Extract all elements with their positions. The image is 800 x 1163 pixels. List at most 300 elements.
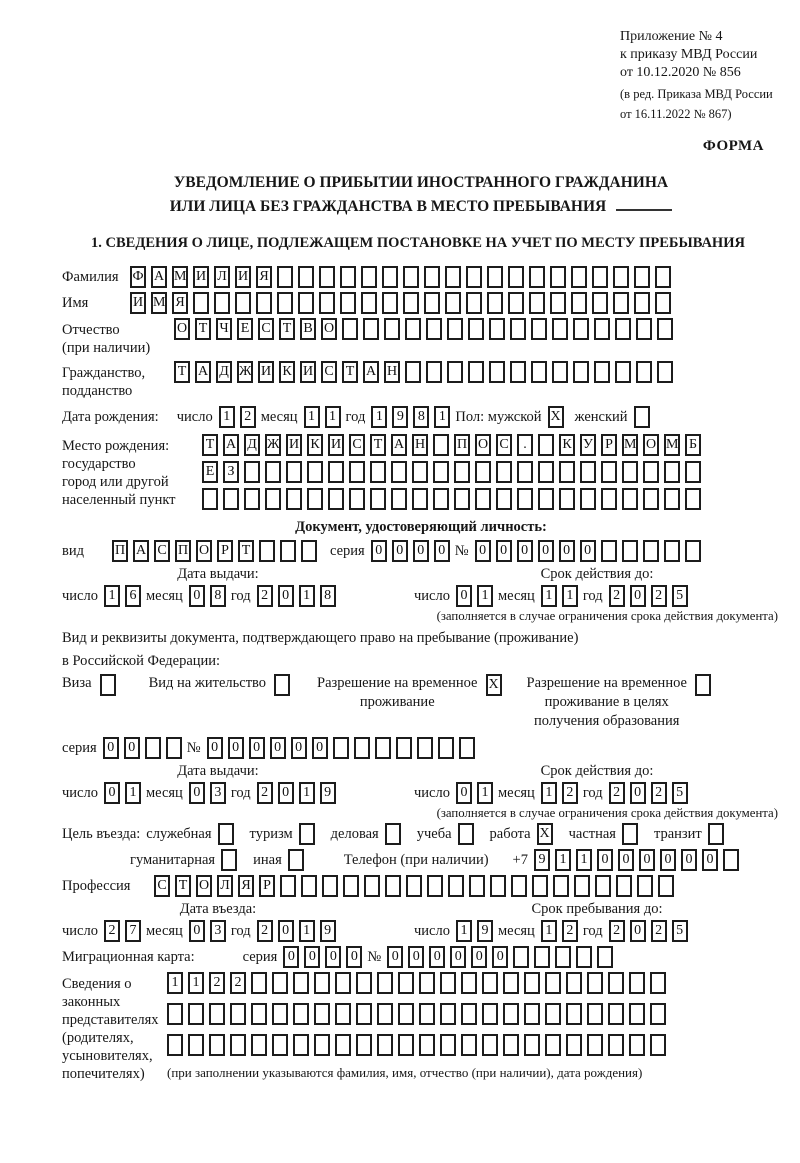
char-cell[interactable] [538,434,554,456]
surname-cells[interactable] [130,266,676,288]
char-cell[interactable] [286,461,302,483]
char-cell[interactable]: И [328,434,344,456]
char-cell[interactable] [534,946,550,968]
char-cell[interactable]: 3 [210,920,226,942]
char-cell[interactable] [608,1034,624,1056]
char-cell[interactable]: 0 [450,946,466,968]
patronymic-cells[interactable] [174,318,678,340]
char-cell[interactable] [391,488,407,510]
char-cell[interactable]: П [175,540,191,562]
char-cell[interactable] [433,461,449,483]
char-cell[interactable]: 1 [325,406,341,428]
residence-expiry-month-cells[interactable] [541,782,583,804]
char-cell[interactable] [259,540,275,562]
char-cell[interactable] [328,461,344,483]
char-cell[interactable] [385,823,401,845]
char-cell[interactable]: 2 [209,972,225,994]
char-cell[interactable]: Ч [216,318,232,340]
visa-checkbox[interactable] [100,674,121,696]
char-cell[interactable]: 0 [630,782,646,804]
char-cell[interactable]: 2 [562,782,578,804]
char-cell[interactable]: В [300,318,316,340]
char-cell[interactable] [251,972,267,994]
char-cell[interactable] [550,266,566,288]
char-cell[interactable] [272,972,288,994]
char-cell[interactable] [403,292,419,314]
char-cell[interactable]: 1 [219,406,235,428]
char-cell[interactable] [375,737,391,759]
char-cell[interactable]: 3 [210,782,226,804]
representatives-cells-row2[interactable] [167,1003,671,1025]
char-cell[interactable]: 0 [630,585,646,607]
char-cell[interactable]: 0 [387,946,403,968]
char-cell[interactable] [601,461,617,483]
char-cell[interactable] [608,1003,624,1025]
char-cell[interactable]: Т [342,361,358,383]
char-cell[interactable]: 8 [320,585,336,607]
char-cell[interactable] [398,972,414,994]
char-cell[interactable] [319,266,335,288]
char-cell[interactable] [426,318,442,340]
char-cell[interactable]: 1 [477,585,493,607]
birth-month-cells[interactable] [304,406,346,428]
char-cell[interactable]: 0 [278,782,294,804]
char-cell[interactable]: Я [238,875,254,897]
char-cell[interactable]: И [193,266,209,288]
char-cell[interactable] [277,292,293,314]
residence-issue-day-cells[interactable] [104,782,146,804]
char-cell[interactable] [587,1034,603,1056]
char-cell[interactable]: 2 [609,920,625,942]
char-cell[interactable] [650,1034,666,1056]
issue-day-cells[interactable] [104,585,146,607]
char-cell[interactable] [461,972,477,994]
char-cell[interactable]: И [235,266,251,288]
char-cell[interactable]: 2 [651,585,667,607]
char-cell[interactable] [643,540,659,562]
char-cell[interactable]: 1 [299,920,315,942]
char-cell[interactable] [592,266,608,288]
char-cell[interactable]: А [223,434,239,456]
char-cell[interactable] [433,488,449,510]
char-cell[interactable]: А [195,361,211,383]
char-cell[interactable]: 5 [672,585,688,607]
stay-month-cells[interactable] [541,920,583,942]
char-cell[interactable] [319,292,335,314]
char-cell[interactable] [405,318,421,340]
char-cell[interactable] [293,1034,309,1056]
char-cell[interactable]: 0 [496,540,512,562]
char-cell[interactable]: 0 [517,540,533,562]
char-cell[interactable] [664,540,680,562]
char-cell[interactable] [335,1003,351,1025]
char-cell[interactable] [613,266,629,288]
char-cell[interactable] [426,361,442,383]
char-cell[interactable]: 2 [257,920,273,942]
char-cell[interactable]: 1 [477,782,493,804]
char-cell[interactable] [524,1034,540,1056]
char-cell[interactable] [634,292,650,314]
char-cell[interactable] [489,361,505,383]
char-cell[interactable]: С [258,318,274,340]
char-cell[interactable] [364,875,380,897]
char-cell[interactable]: С [349,434,365,456]
char-cell[interactable] [555,946,571,968]
char-cell[interactable] [685,488,701,510]
char-cell[interactable] [396,737,412,759]
birth-place-cells-row2[interactable] [202,461,706,483]
issue-month-cells[interactable] [189,585,231,607]
char-cell[interactable]: М [172,266,188,288]
char-cell[interactable]: И [286,434,302,456]
birth-place-cells-row1[interactable] [202,434,706,456]
residence-number-cells[interactable] [207,737,480,759]
char-cell[interactable]: Т [202,434,218,456]
char-cell[interactable] [550,292,566,314]
char-cell[interactable] [529,292,545,314]
char-cell[interactable]: 0 [618,849,634,871]
entry-month-cells[interactable] [189,920,231,942]
char-cell[interactable]: 0 [639,849,655,871]
char-cell[interactable] [571,266,587,288]
char-cell[interactable]: 2 [609,782,625,804]
char-cell[interactable] [508,266,524,288]
char-cell[interactable] [461,1003,477,1025]
char-cell[interactable] [382,266,398,288]
char-cell[interactable]: С [496,434,512,456]
char-cell[interactable] [622,461,638,483]
char-cell[interactable]: 1 [541,920,557,942]
char-cell[interactable] [658,875,674,897]
char-cell[interactable] [566,1003,582,1025]
char-cell[interactable]: 1 [541,782,557,804]
char-cell[interactable] [406,875,422,897]
char-cell[interactable] [482,1034,498,1056]
char-cell[interactable]: О [475,434,491,456]
char-cell[interactable]: 2 [609,585,625,607]
char-cell[interactable] [545,972,561,994]
char-cell[interactable]: Т [279,318,295,340]
char-cell[interactable] [274,674,290,696]
char-cell[interactable]: 0 [346,946,362,968]
char-cell[interactable] [314,1003,330,1025]
char-cell[interactable] [622,823,638,845]
residence-issue-month-cells[interactable] [189,782,231,804]
char-cell[interactable] [293,972,309,994]
expiry-day-cells[interactable] [456,585,498,607]
char-cell[interactable] [356,972,372,994]
char-cell[interactable]: 0 [270,737,286,759]
doc-type-cells[interactable] [112,540,322,562]
char-cell[interactable] [650,1003,666,1025]
char-cell[interactable]: 0 [580,540,596,562]
char-cell[interactable] [398,1003,414,1025]
char-cell[interactable] [361,292,377,314]
char-cell[interactable] [517,488,533,510]
char-cell[interactable] [405,361,421,383]
purpose-other-checkbox[interactable] [288,849,309,871]
char-cell[interactable] [468,361,484,383]
char-cell[interactable] [594,361,610,383]
char-cell[interactable] [398,1034,414,1056]
sex-female-checkbox[interactable] [634,406,655,428]
char-cell[interactable]: Д [244,434,260,456]
char-cell[interactable] [440,1034,456,1056]
char-cell[interactable] [685,461,701,483]
char-cell[interactable] [244,461,260,483]
char-cell[interactable]: С [321,361,337,383]
char-cell[interactable]: И [258,361,274,383]
char-cell[interactable] [594,318,610,340]
char-cell[interactable] [510,318,526,340]
doc-seriya-cells[interactable] [371,540,455,562]
char-cell[interactable]: 0 [456,782,472,804]
char-cell[interactable] [469,875,485,897]
char-cell[interactable]: 2 [257,585,273,607]
char-cell[interactable] [288,849,304,871]
char-cell[interactable]: 0 [207,737,223,759]
char-cell[interactable] [629,1034,645,1056]
char-cell[interactable]: 1 [434,406,450,428]
char-cell[interactable] [349,488,365,510]
char-cell[interactable]: Ф [130,266,146,288]
char-cell[interactable] [433,434,449,456]
char-cell[interactable]: Р [601,434,617,456]
char-cell[interactable] [167,1003,183,1025]
char-cell[interactable] [349,461,365,483]
char-cell[interactable]: 0 [228,737,244,759]
char-cell[interactable] [382,292,398,314]
char-cell[interactable]: Ж [265,434,281,456]
char-cell[interactable] [708,823,724,845]
char-cell[interactable] [573,361,589,383]
char-cell[interactable] [629,972,645,994]
char-cell[interactable] [636,318,652,340]
char-cell[interactable] [265,461,281,483]
char-cell[interactable] [608,972,624,994]
char-cell[interactable]: А [133,540,149,562]
char-cell[interactable] [340,292,356,314]
char-cell[interactable] [552,318,568,340]
char-cell[interactable] [188,1034,204,1056]
char-cell[interactable]: 0 [371,540,387,562]
char-cell[interactable]: 0 [408,946,424,968]
char-cell[interactable] [370,488,386,510]
char-cell[interactable] [459,737,475,759]
char-cell[interactable] [508,292,524,314]
char-cell[interactable]: 2 [562,920,578,942]
char-cell[interactable]: Д [216,361,232,383]
char-cell[interactable] [424,266,440,288]
char-cell[interactable] [221,849,237,871]
representatives-cells-row1[interactable] [167,972,671,994]
char-cell[interactable] [592,292,608,314]
char-cell[interactable]: С [154,875,170,897]
char-cell[interactable]: 1 [456,920,472,942]
stay-day-cells[interactable] [456,920,498,942]
char-cell[interactable]: 2 [104,920,120,942]
char-cell[interactable] [566,1034,582,1056]
purpose-business-checkbox[interactable] [385,823,406,845]
char-cell[interactable]: 6 [125,585,141,607]
char-cell[interactable] [489,318,505,340]
purpose-private-checkbox[interactable] [622,823,643,845]
char-cell[interactable]: Л [214,266,230,288]
char-cell[interactable]: 2 [651,920,667,942]
char-cell[interactable] [343,875,359,897]
char-cell[interactable]: 0 [630,920,646,942]
char-cell[interactable] [333,737,349,759]
char-cell[interactable] [447,361,463,383]
char-cell[interactable] [448,875,464,897]
char-cell[interactable]: О [196,540,212,562]
char-cell[interactable] [655,292,671,314]
char-cell[interactable]: Я [172,292,188,314]
char-cell[interactable]: Р [259,875,275,897]
char-cell[interactable]: 0 [278,585,294,607]
migration-number-cells[interactable] [387,946,618,968]
phone-cells[interactable] [534,849,744,871]
char-cell[interactable] [377,1003,393,1025]
char-cell[interactable]: 0 [304,946,320,968]
residence-issue-year-cells[interactable] [257,782,341,804]
char-cell[interactable]: А [151,266,167,288]
char-cell[interactable] [503,972,519,994]
char-cell[interactable] [384,318,400,340]
char-cell[interactable] [244,488,260,510]
char-cell[interactable]: Л [217,875,233,897]
char-cell[interactable] [482,972,498,994]
char-cell[interactable] [328,488,344,510]
char-cell[interactable]: И [300,361,316,383]
char-cell[interactable]: О [196,875,212,897]
char-cell[interactable]: П [112,540,128,562]
char-cell[interactable]: 1 [304,406,320,428]
sex-male-checkbox[interactable] [548,406,569,428]
purpose-work-checkbox[interactable] [537,823,558,845]
purpose-tourism-checkbox[interactable] [299,823,320,845]
char-cell[interactable]: Т [238,540,254,562]
char-cell[interactable]: К [279,361,295,383]
char-cell[interactable] [580,488,596,510]
char-cell[interactable] [445,292,461,314]
char-cell[interactable]: 0 [124,737,140,759]
char-cell[interactable]: А [391,434,407,456]
residence-seriya-cells[interactable] [103,737,187,759]
purpose-transit-checkbox[interactable] [708,823,729,845]
char-cell[interactable]: 0 [429,946,445,968]
char-cell[interactable] [440,972,456,994]
char-cell[interactable] [272,1003,288,1025]
char-cell[interactable] [695,674,711,696]
char-cell[interactable]: О [174,318,190,340]
firstname-cells[interactable] [130,292,676,314]
char-cell[interactable] [475,488,491,510]
char-cell[interactable]: Б [685,434,701,456]
char-cell[interactable]: 2 [651,782,667,804]
char-cell[interactable]: 0 [559,540,575,562]
char-cell[interactable] [475,461,491,483]
char-cell[interactable]: 0 [538,540,554,562]
char-cell[interactable] [342,318,358,340]
char-cell[interactable] [657,318,673,340]
char-cell[interactable]: 0 [392,540,408,562]
char-cell[interactable] [466,266,482,288]
char-cell[interactable]: 8 [210,585,226,607]
char-cell[interactable] [571,292,587,314]
char-cell[interactable] [298,266,314,288]
char-cell[interactable] [301,540,317,562]
char-cell[interactable] [513,946,529,968]
char-cell[interactable] [685,540,701,562]
char-cell[interactable] [230,1034,246,1056]
char-cell[interactable]: 9 [320,782,336,804]
char-cell[interactable] [280,875,296,897]
birth-place-cells-row3[interactable] [202,488,706,510]
char-cell[interactable] [529,266,545,288]
char-cell[interactable] [403,266,419,288]
char-cell[interactable] [566,972,582,994]
char-cell[interactable] [419,1003,435,1025]
char-cell[interactable] [657,361,673,383]
char-cell[interactable]: 9 [392,406,408,428]
birth-year-cells[interactable] [371,406,455,428]
char-cell[interactable] [454,488,470,510]
char-cell[interactable]: Н [412,434,428,456]
char-cell[interactable] [580,461,596,483]
char-cell[interactable] [601,488,617,510]
char-cell[interactable]: 0 [434,540,450,562]
char-cell[interactable]: 0 [103,737,119,759]
char-cell[interactable]: 2 [230,972,246,994]
char-cell[interactable]: 9 [477,920,493,942]
char-cell[interactable]: 1 [541,585,557,607]
char-cell[interactable]: Е [202,461,218,483]
expiry-month-cells[interactable] [541,585,583,607]
char-cell[interactable] [545,1034,561,1056]
char-cell[interactable] [615,318,631,340]
char-cell[interactable]: X [537,823,553,845]
char-cell[interactable]: У [580,434,596,456]
char-cell[interactable]: М [151,292,167,314]
char-cell[interactable]: 1 [371,406,387,428]
entry-year-cells[interactable] [257,920,341,942]
char-cell[interactable] [458,823,474,845]
char-cell[interactable] [538,461,554,483]
char-cell[interactable]: 0 [475,540,491,562]
char-cell[interactable] [298,292,314,314]
birth-day-cells[interactable] [219,406,261,428]
char-cell[interactable]: Я [256,266,272,288]
char-cell[interactable] [412,488,428,510]
char-cell[interactable]: З [223,461,239,483]
char-cell[interactable]: 9 [534,849,550,871]
char-cell[interactable]: 0 [702,849,718,871]
char-cell[interactable] [482,1003,498,1025]
char-cell[interactable] [468,318,484,340]
char-cell[interactable] [314,1034,330,1056]
char-cell[interactable] [218,823,234,845]
purpose-study-checkbox[interactable] [458,823,479,845]
char-cell[interactable]: П [454,434,470,456]
char-cell[interactable] [634,266,650,288]
residence-permit-checkbox[interactable] [274,674,295,696]
char-cell[interactable]: 5 [672,782,688,804]
char-cell[interactable]: С [154,540,170,562]
char-cell[interactable] [145,737,161,759]
char-cell[interactable]: Т [175,875,191,897]
char-cell[interactable] [490,875,506,897]
